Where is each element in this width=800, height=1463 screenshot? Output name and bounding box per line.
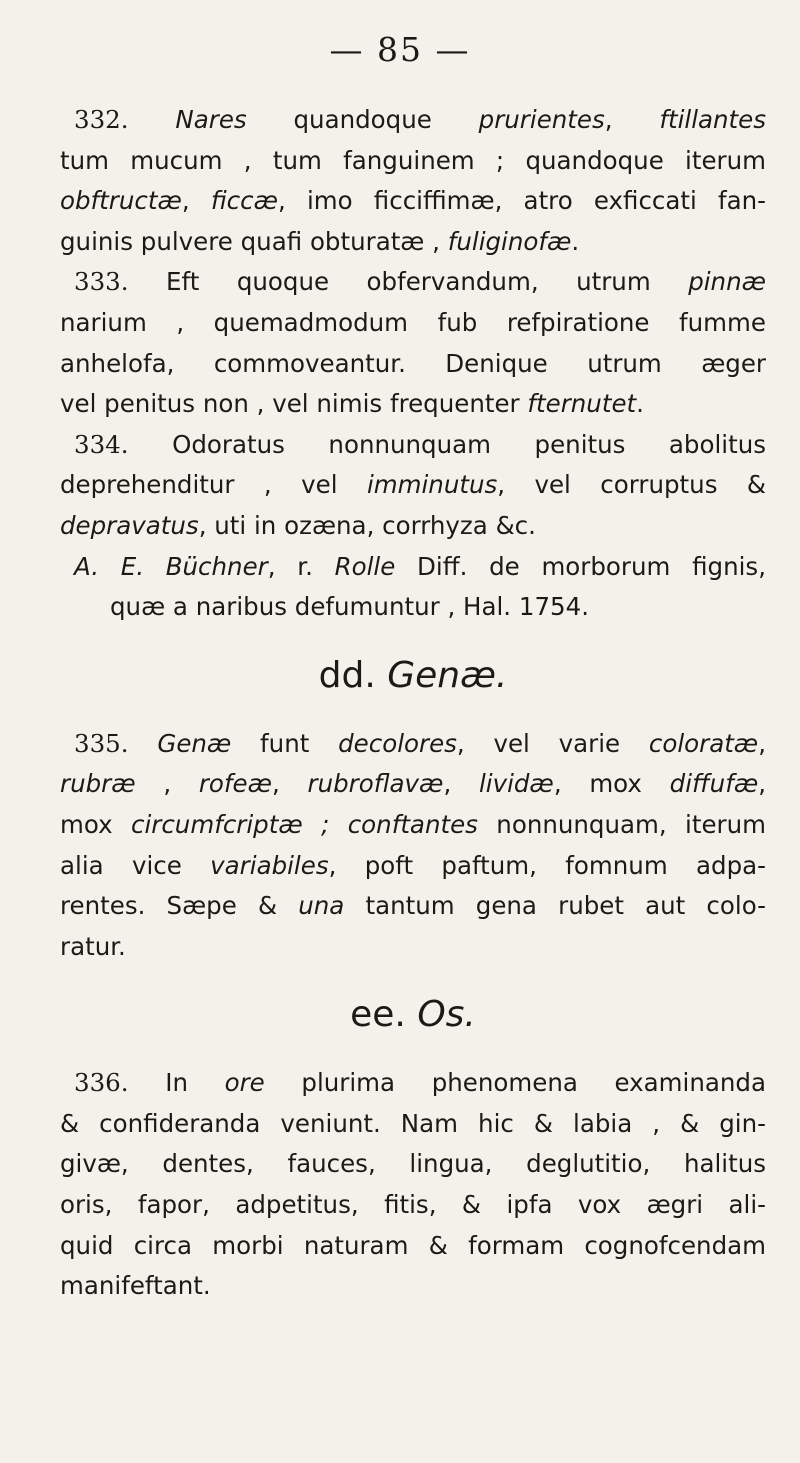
text-run: narium , quemadmodum fub refpiratione fumme — [60, 307, 766, 337]
italic-term: lividæ — [478, 769, 554, 799]
text-run: vel penitus non , vel nimis frequenter — [60, 389, 528, 419]
italic-term: diffufæ — [669, 769, 759, 799]
italic-term: ore — [224, 1068, 265, 1098]
text-line — [60, 1185, 766, 1226]
paragraph-number: 332. — [74, 105, 129, 134]
page-text — [60, 100, 766, 1307]
text-run: dd. — [318, 654, 388, 696]
text-run: anhelofa, commoveantur. Denique utrum æger — [60, 348, 766, 378]
text-line — [60, 724, 766, 765]
text-run: funt — [231, 728, 339, 758]
italic-term: Os. — [417, 994, 476, 1036]
text-run: In — [128, 1068, 225, 1098]
text-run: mox — [60, 809, 131, 839]
text-line — [60, 181, 766, 222]
text-run: oris, fapor, adpetitus, fitis, & ipfa vox ægri ali- — [60, 1190, 766, 1220]
paragraph — [60, 262, 766, 424]
section-heading — [60, 628, 766, 724]
italic-term: Genæ — [157, 728, 232, 758]
text-run: , — [443, 769, 479, 799]
text-run: , poft paftum, fomnum adpa- — [328, 850, 766, 880]
text-run: alia vice — [60, 850, 211, 880]
paragraph — [60, 425, 766, 547]
text-line — [60, 764, 766, 805]
paragraph-number: 333. — [74, 267, 129, 297]
text-run: . — [636, 389, 644, 419]
italic-term: coloratæ — [648, 728, 759, 758]
italic-term: prurientes — [478, 105, 605, 134]
text-run: ratur. — [60, 931, 126, 961]
italic-term: variabiles — [210, 850, 329, 880]
text-line — [60, 303, 766, 344]
text-line — [60, 846, 766, 887]
italic-term: A. E. Büchner — [74, 551, 268, 581]
text-line — [60, 886, 766, 927]
page-number: — 85 — — [329, 30, 471, 69]
italic-term: pinnæ — [688, 267, 766, 297]
paragraph-number: 334. — [74, 429, 129, 459]
text-run: , mox — [553, 769, 670, 799]
text-line — [60, 1226, 766, 1267]
text-run: quid circa morbi naturam & formam cognofcendam — [60, 1230, 766, 1260]
text-line — [60, 1144, 766, 1185]
text-run: manifeftant. — [60, 1271, 211, 1301]
text-run: & confideranda veniunt. Nam hic & labia , & gin- — [60, 1108, 766, 1138]
paragraph-number: 336. — [74, 1068, 129, 1098]
reference — [60, 547, 766, 628]
paragraph — [60, 100, 766, 262]
text-run: , — [604, 105, 660, 134]
text-run: ee. — [350, 994, 418, 1036]
section-heading — [60, 967, 766, 1063]
text-run: . — [571, 226, 580, 256]
italic-term: Nares — [175, 105, 247, 134]
text-run: , uti in ozæna, corrhyza &c. — [198, 510, 536, 540]
text-run: Eft quoque obfervandum, utrum — [128, 267, 689, 297]
italic-term: Rolle — [334, 551, 396, 581]
text-line — [60, 547, 766, 588]
text-line — [60, 805, 766, 846]
text-run: , imo ficciffimæ, atro exficcati fan- — [277, 186, 767, 216]
text-run: quæ a naribus defumuntur , Hal. 1754. — [110, 592, 590, 622]
italic-term: circumfcriptæ ; conftantes — [130, 809, 478, 839]
text-run: deprehenditur , vel — [60, 470, 367, 500]
paragraph-number: 335. — [74, 728, 129, 758]
text-run: , — [181, 186, 211, 216]
italic-term: depravatus — [60, 510, 199, 540]
italic-term: fternutet — [527, 389, 637, 419]
italic-term: ficcæ — [210, 186, 278, 216]
italic-term: ftillantes — [659, 105, 766, 134]
text-line — [60, 587, 766, 628]
paragraph — [60, 1063, 766, 1307]
italic-term: fuliginofæ — [447, 226, 572, 256]
text-run: guinis pulvere quafi obturatæ , — [60, 226, 448, 256]
text-line — [60, 222, 766, 263]
text-run: , vel corruptus & — [497, 470, 766, 500]
text-line — [60, 506, 766, 547]
text-run: tantum gena rubet aut colo- — [344, 891, 766, 921]
text-run: , — [271, 769, 308, 799]
text-run: givæ, dentes, fauces, lingua, deglutitio, halitus — [60, 1149, 766, 1179]
text-line — [60, 141, 766, 182]
text-run: Odoratus nonnunquam penitus abolitus — [128, 429, 766, 459]
italic-term: rubroflavæ — [307, 769, 444, 799]
text-run: , — [758, 769, 767, 799]
italic-term: Genæ. — [387, 654, 508, 696]
text-run: , r. — [267, 551, 335, 581]
italic-term: obftructæ — [60, 186, 182, 216]
text-run: , — [135, 769, 199, 799]
paragraph — [60, 724, 766, 968]
text-run: quandoque — [246, 105, 479, 134]
italic-term: rubræ — [60, 769, 136, 799]
text-run: nonnunquam, iterum — [477, 809, 767, 839]
text-line — [60, 262, 766, 303]
italic-term: rofeæ — [198, 769, 272, 799]
text-line — [60, 927, 766, 968]
text-line — [60, 1063, 766, 1104]
text-run: Diff. de morborum fignis, — [395, 551, 766, 581]
text-run: tum mucum , tum fanguinem ; quandoque iterum — [60, 145, 766, 175]
text-run: , — [758, 728, 766, 758]
text-run: rentes. Sæpe & — [60, 891, 299, 921]
italic-term: imminutus — [366, 470, 498, 500]
text-line — [60, 425, 766, 466]
italic-term: una — [298, 891, 345, 921]
text-line — [60, 465, 766, 506]
text-line — [60, 1104, 766, 1145]
text-run — [129, 729, 158, 758]
text-line — [60, 100, 766, 141]
text-line — [60, 1266, 766, 1307]
text-run — [129, 105, 176, 134]
text-run: plurima phenomena examinanda — [264, 1068, 766, 1098]
text-run: , vel varie — [456, 728, 649, 758]
text-line — [60, 384, 766, 425]
text-line — [60, 344, 766, 385]
italic-term: decolores — [338, 728, 457, 758]
